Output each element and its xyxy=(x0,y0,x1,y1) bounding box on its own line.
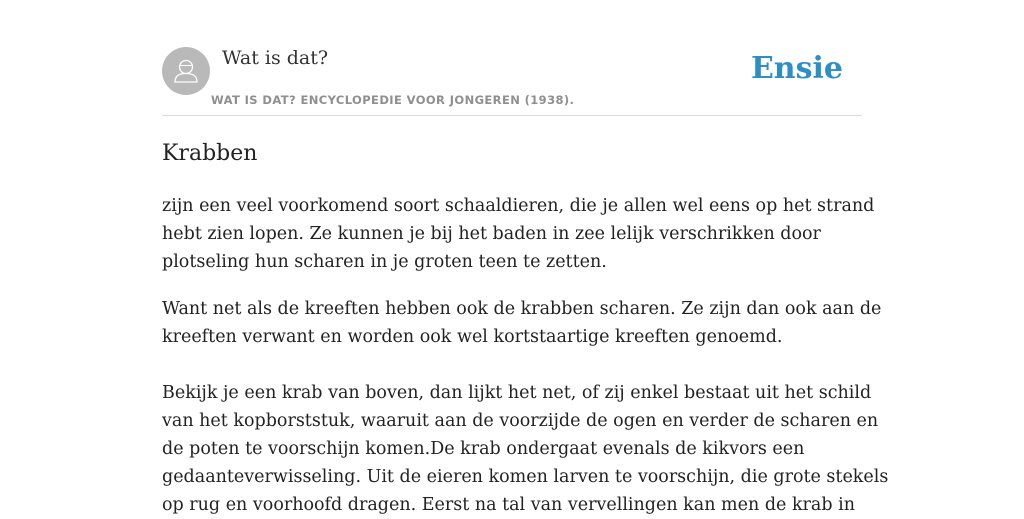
user-avatar-icon[interactable] xyxy=(162,47,210,95)
source-header xyxy=(162,0,862,116)
source-subtitle[interactable]: WAT IS DAT? ENCYCLOPEDIE VOOR JONGEREN (1938). xyxy=(211,93,575,107)
article-paragraph xyxy=(162,295,882,351)
paragraph-line: de poten te voorschijn komen.De krab ondergaat evenals de kikvors een xyxy=(162,439,805,459)
article-paragraph xyxy=(162,192,875,276)
article-paragraph xyxy=(162,379,889,519)
paragraph-line: op rug en voorhoofd dragen. Eerst na tal van vervellingen kan men de krab in xyxy=(162,495,855,515)
source-title[interactable]: Wat is dat? xyxy=(222,47,329,69)
ensie-logo-link[interactable]: Ensie xyxy=(750,51,843,86)
paragraph-line: gedaanteverwisseling. Uit de eieren komen larven te voorschijn, die grote stekels xyxy=(162,467,889,487)
article-title: Krabben xyxy=(162,141,258,166)
page-container xyxy=(162,0,889,515)
paragraph-line: Want net als de kreeften hebben ook de krabben scharen. Ze zijn dan ook aan de xyxy=(162,299,882,319)
paragraph-line: zijn een veel voorkomend soort schaaldieren, die je allen wel eens op het strand xyxy=(162,196,875,216)
paragraph-line: kreeften verwant en worden ook wel kortstaartige kreeften genoemd. xyxy=(162,327,783,347)
paragraph-line: Bekijk je een krab van boven, dan lijkt het net, of zij enkel bestaat uit het schild xyxy=(162,383,872,403)
paragraph-line: van het kopborststuk, waaruit aan de voorzijde de ogen en verder de scharen en xyxy=(162,411,879,431)
paragraph-line: hebt zien lopen. Ze kunnen je bij het baden in zee lelijk verschrikken door xyxy=(162,224,821,244)
paragraph-line: plotseling hun scharen in je groten teen te zetten. xyxy=(162,252,607,272)
